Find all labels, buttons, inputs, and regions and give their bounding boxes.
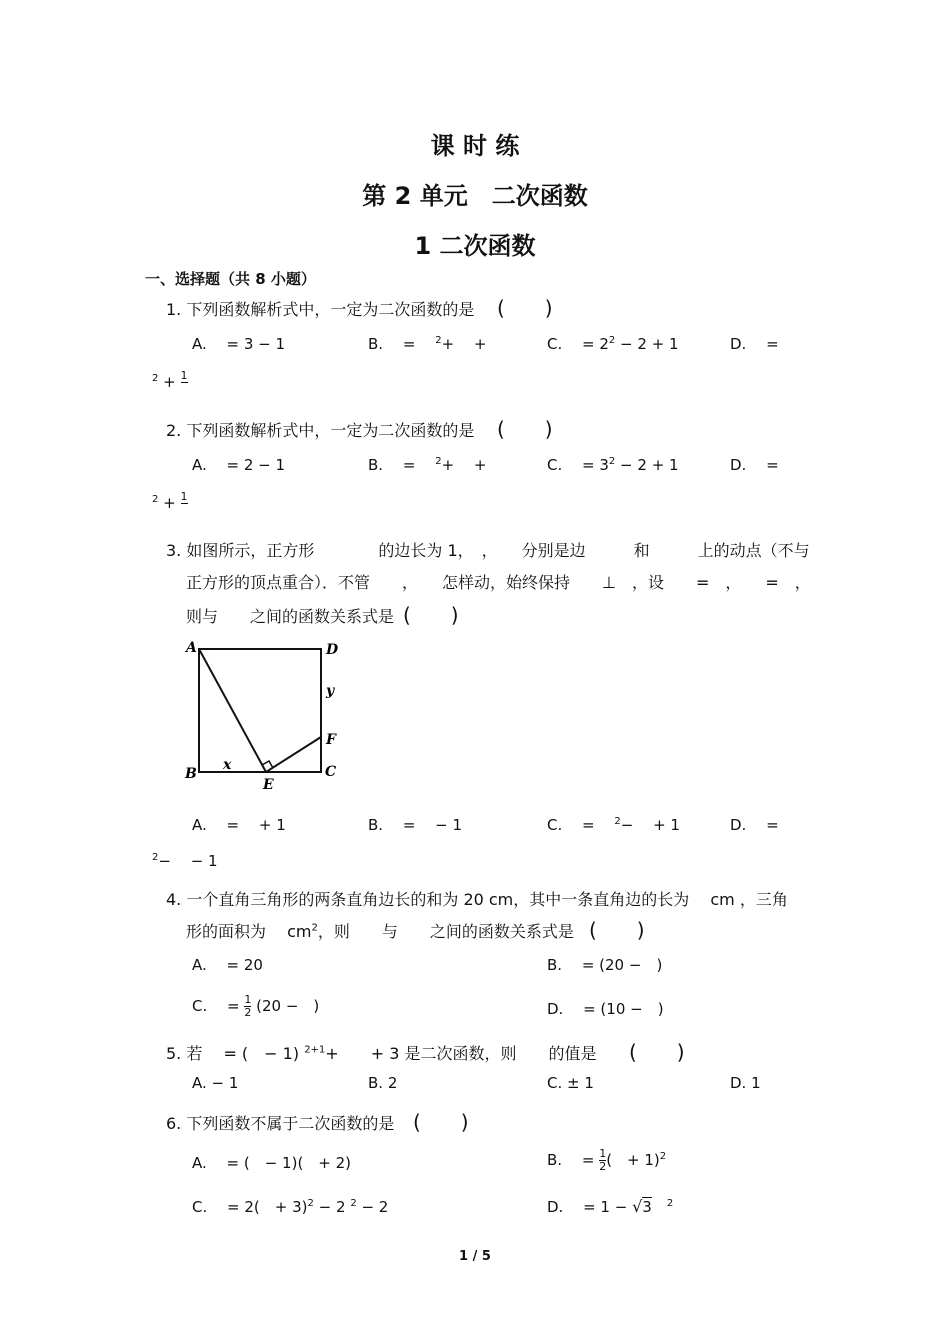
sqrt-symbol: √ [632, 1197, 643, 1216]
q3-option-b: B. = − 1 [368, 816, 463, 834]
q4-option-b: B. = (20 − ) [547, 956, 663, 974]
q6-paren: ( ) [413, 1110, 469, 1134]
lesson-title: 1 二次函数 [414, 232, 536, 260]
q3-paren: ( ) [403, 603, 459, 627]
q1-option-c: C. = $2^2 - 2 + 1$ [547, 335, 679, 353]
q1-option-d: D. = [730, 335, 779, 353]
q1-paren: ( ) [497, 296, 553, 320]
q4-line2: 形的面积为 $cm^2$，则 与 之间的函数关系式是 [186, 922, 574, 941]
q6-option-c: C. = 2( + 3)$^2$ − 2 $^2$ − 2 [192, 1198, 389, 1216]
q1-stem: 1. 下列函数解析式中，一定为二次函数的是 [166, 300, 475, 319]
q5-stem: 5. 若 = ( − 1) $^{2+1}$+ + 3 是二次函数，则 的值是 [166, 1044, 597, 1063]
page-number: 1 / 5 [459, 1249, 491, 1264]
q3-option-c: C. = $^2$− + 1 [547, 816, 680, 834]
segment-ef [266, 737, 321, 772]
label-b: B [185, 766, 197, 782]
q2-option-b: B. = $^2$+ + [368, 456, 487, 474]
q2-option-d: D. = [730, 456, 779, 474]
q5-option-b: B. 2 [368, 1074, 398, 1092]
q6-option-b: B. = $\frac{1}{2}$ ( + 1)$^2$ [547, 1147, 667, 1173]
label-d: D [326, 642, 339, 658]
q1-option-a: A. = 3 − 1 [192, 335, 286, 353]
q2-option-d-cont: $^2$ + 1 [152, 491, 188, 516]
q4-option-c: C. = $\frac{1}{2}$ (20 − ) [192, 993, 320, 1019]
q4-line1: 4. 一个直角三角形的两条直角边长的和为 20 cm，其中一条直角边的长为 cm ，三角 [166, 890, 788, 909]
q6-option-a: A. = ( − 1)( + 2) [192, 1154, 352, 1172]
q5-option-a: A. − 1 [192, 1074, 239, 1092]
q3-line2: 正方形的顶点重合）．不管 ， 怎样动，始终保持 ⊥ ，设 = ， = ， [186, 573, 811, 592]
label-c: C [325, 764, 337, 780]
q3-option-d: D. = [730, 816, 779, 834]
q6-option-d: D. = 1 − √3 $^2$ [547, 1197, 674, 1216]
q3-line3: 则与 之间的函数关系式是 [186, 607, 395, 626]
q6-stem: 6. 下列函数不属于二次函数的是 [166, 1114, 395, 1133]
q5-option-d: D. 1 [730, 1074, 761, 1092]
square-figure [180, 636, 350, 796]
q3-option-d-cont: $^2$− − 1 [152, 852, 218, 870]
q5-option-c: C. ± 1 [547, 1074, 594, 1092]
q2-option-c: C. = $3^2 - 2 + 1$ [547, 456, 679, 474]
segment-ae [199, 649, 266, 772]
label-f: F [326, 732, 336, 748]
q2-option-a: A. = 2 − 1 [192, 456, 286, 474]
q1-option-b: B. = $^2$+ + [368, 335, 487, 353]
unit-title: 第 2 单元 二次函数 [362, 182, 588, 210]
page-title: 课 时 练 [430, 132, 520, 160]
section-heading: 一、选择题（共 8 小题） [145, 270, 316, 288]
q3-line1: 3. 如图所示，正方形 的边长为 1， ， 分别是边 和 上的动点（不与 [166, 541, 810, 560]
q5-paren: ( ) [629, 1040, 685, 1064]
q4-paren: ( ) [589, 918, 645, 942]
label-e: E [263, 777, 274, 793]
q2-stem: 2. 下列函数解析式中，一定为二次函数的是 [166, 421, 475, 440]
label-a: A [186, 640, 197, 656]
label-y: y [326, 683, 335, 699]
q4-option-d: D. = (10 − ) [547, 1000, 664, 1018]
q1-option-d-cont: $^2$ + 1 [152, 370, 188, 395]
q3-option-a: A. = + 1 [192, 816, 286, 834]
square-outline [199, 649, 321, 772]
q2-paren: ( ) [497, 417, 553, 441]
label-x: x [223, 757, 232, 773]
q4-option-a: A. = 20 [192, 956, 263, 974]
